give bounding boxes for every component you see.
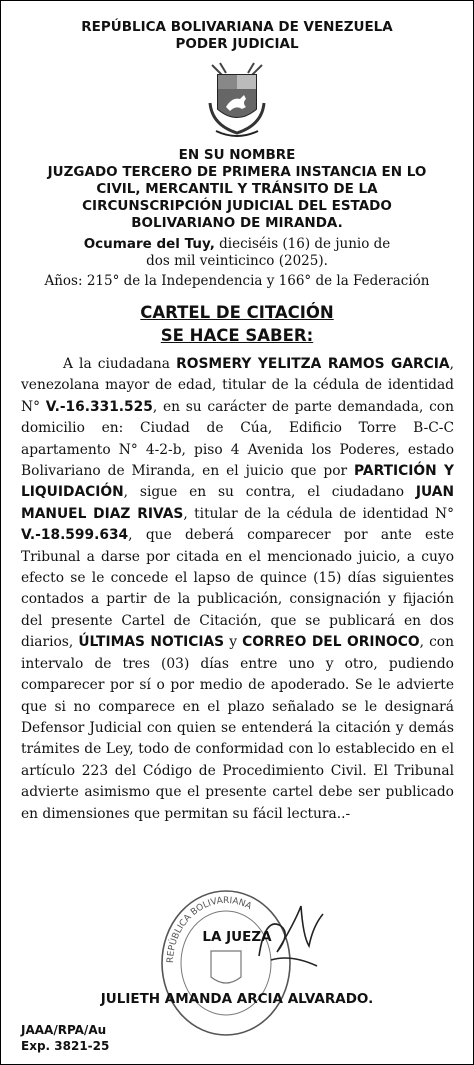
judge-title: LA JUEZA [202, 929, 272, 945]
body-text: , titular de la cédula de identidad N° [183, 505, 454, 522]
reference-file-number: Exp. 3821-25 [21, 1039, 110, 1053]
body-text: A la ciudadana [63, 356, 177, 372]
reference-initials: JAAA/RPA/Au [21, 1023, 107, 1037]
court-line-5: BOLIVARIANO DE MIRANDA. [131, 215, 343, 231]
court-line-2: JUZGADO TERCERO DE PRIMERA INSTANCIA EN LO [47, 164, 427, 180]
date-text-1: dieciséis (16) de junio de [214, 236, 391, 252]
judge-name: JULIETH AMANDA ARCIA ALVARADO. [100, 991, 374, 1007]
defendant-id: V.-16.331.525 [45, 398, 153, 415]
defendant-name: ROSMERY YELITZA RAMOS GARCIA [176, 356, 450, 372]
date-block [11, 236, 463, 270]
plaintiff-id: V.-18.599.634 [21, 527, 129, 544]
notice-title-text: CARTEL DE CITACIÓN [140, 303, 334, 322]
body-paragraph [21, 354, 454, 825]
body-text: , con intervalo de tres (03) días entre uno y otro, pudiendo comparecer por sí o por medio de apoderado. Se le advierte que si no comparece en el plazo señalado se le designará Defensor Judicial con quien se entenderá la citación y demás trámites de Ley, todo de conformidad con lo establecido en el artículo 223 del Código de Procedimiento Civil. El Tribunal advierte asimismo que el presente cartel debe ser publicado en dimensiones que permitan su fácil lectura..- [21, 634, 454, 822]
date-place: Ocumare del Tuy, [83, 236, 215, 252]
newspaper-2: CORREO DEL ORINOCO [242, 634, 420, 651]
coat-of-arms-icon [206, 59, 268, 141]
court-line-4: CIRCUNSCRIPCIÓN JUDICIAL DEL ESTADO [82, 198, 392, 214]
notice-subtitle [1, 326, 473, 346]
body-text: , que deberá comparecer por ante este Tribunal a darse por citada en el mencionado juicio, a cuyo efecto se le concede el lapso de quince (15) días siguientes contados a partir de la publicación, consignación y fijación del presente Cartel de Citación, que se publicará en dos diarios, [21, 527, 454, 651]
court-line-1: EN SU NOMBRE [178, 147, 296, 163]
years-line: Años: 215° de la Independencia y 166° de la Federación [44, 273, 430, 289]
body-text: y [224, 634, 243, 651]
notice-body [21, 354, 454, 825]
seal-text: REPÚBLICA BOLIVARIANA [165, 895, 254, 964]
court-line-3: CIVIL, MERCANTIL Y TRÁNSITO DE LA [96, 181, 378, 197]
header-judicial-power: PODER JUDICIAL [175, 36, 299, 52]
notice-title [1, 303, 473, 323]
body-text: , en su carácter de parte demandada, con domicilio en: Ciudad de Cúa, Edificio Torre B-C-C apartamento N° 4-2-b, piso 4 Avenida los Poderes, estado Bolivariano de Miranda, en el juicio que por [21, 398, 454, 480]
court-block [21, 147, 453, 232]
header-republic: REPÚBLICA BOLIVARIANA DE VENEZUELA [81, 19, 393, 35]
body-text: , venezolana mayor de edad, titular de la cédula de identidad N° [21, 356, 454, 415]
notice-subtitle-text: SE HACE SABER: [160, 326, 314, 345]
case-type: PARTICIÓN Y LIQUIDACIÓN [21, 463, 454, 501]
body-text: , sigue en su contra, el ciudadano [123, 484, 416, 501]
date-text-2: dos mil veinticinco (2025). [146, 253, 328, 269]
newspaper-1: ÚLTIMAS NOTICIAS [78, 634, 225, 651]
plaintiff-name: JUAN MANUEL DIAZ RIVAS [21, 484, 454, 522]
